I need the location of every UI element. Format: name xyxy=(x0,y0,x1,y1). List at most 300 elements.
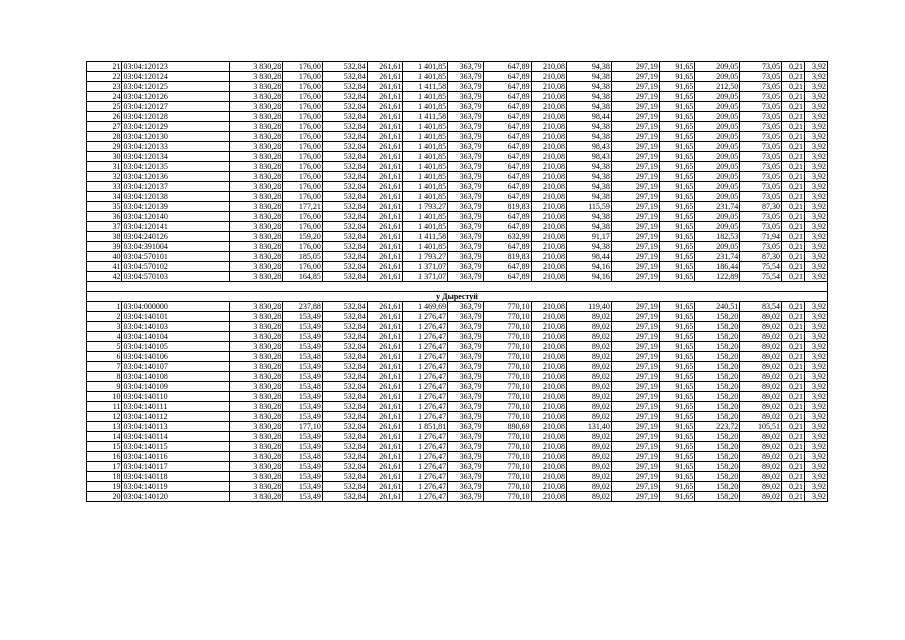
table-row xyxy=(87,482,828,492)
value-cell: 363,79 xyxy=(448,402,483,412)
value-cell: 3 830,28 xyxy=(229,302,282,312)
cadastral-code-cell: 03:04:140106 xyxy=(122,352,229,362)
value-cell: 0,21 xyxy=(782,62,805,72)
value-cell: 1 371,07 xyxy=(403,272,448,282)
value-cell: 532,84 xyxy=(322,112,367,122)
value-cell: 73,05 xyxy=(740,62,782,72)
value-cell: 532,84 xyxy=(322,102,367,112)
value-cell: 3 830,28 xyxy=(229,102,282,112)
table-row xyxy=(87,142,828,152)
value-cell: 91,65 xyxy=(659,192,694,202)
value-cell: 73,05 xyxy=(740,162,782,172)
value-cell: 363,79 xyxy=(448,82,483,92)
value-cell: 647,89 xyxy=(483,272,531,282)
value-cell: 3,92 xyxy=(804,72,827,82)
value-cell: 1 276,47 xyxy=(403,382,448,392)
cadastral-code-cell: 03:04:120133 xyxy=(122,142,229,152)
value-cell: 261,61 xyxy=(367,432,402,442)
value-cell: 91,65 xyxy=(659,272,694,282)
value-cell: 532,84 xyxy=(322,432,367,442)
value-cell: 210,08 xyxy=(531,62,566,72)
table-row xyxy=(87,192,828,202)
value-cell: 3 830,28 xyxy=(229,232,282,242)
row-number-cell: 16 xyxy=(87,452,122,462)
value-cell: 89,02 xyxy=(740,442,782,452)
value-cell: 91,65 xyxy=(659,102,694,112)
value-cell: 3,92 xyxy=(804,122,827,132)
value-cell: 261,61 xyxy=(367,462,402,472)
value-cell: 210,08 xyxy=(531,462,566,472)
value-cell: 1 401,85 xyxy=(403,192,448,202)
value-cell: 210,08 xyxy=(531,172,566,182)
value-cell: 89,02 xyxy=(567,312,612,322)
value-cell: 363,79 xyxy=(448,332,483,342)
table-row xyxy=(87,312,828,322)
row-number-cell: 7 xyxy=(87,362,122,372)
value-cell: 177,21 xyxy=(283,202,323,212)
value-cell: 210,08 xyxy=(531,482,566,492)
value-cell: 1 469,69 xyxy=(403,302,448,312)
value-cell: 532,84 xyxy=(322,132,367,142)
value-cell: 176,00 xyxy=(283,122,323,132)
value-cell: 89,02 xyxy=(740,492,782,502)
value-cell: 3 830,28 xyxy=(229,72,282,82)
value-cell: 770,10 xyxy=(483,402,531,412)
value-cell: 819,83 xyxy=(483,252,531,262)
row-number-cell: 3 xyxy=(87,322,122,332)
value-cell: 532,84 xyxy=(322,492,367,502)
value-cell: 890,69 xyxy=(483,422,531,432)
value-cell: 3 830,28 xyxy=(229,422,282,432)
value-cell: 94,38 xyxy=(567,182,612,192)
value-cell: 532,84 xyxy=(322,222,367,232)
table-row xyxy=(87,162,828,172)
row-number-cell: 19 xyxy=(87,482,122,492)
value-cell: 91,65 xyxy=(659,452,694,462)
value-cell: 363,79 xyxy=(448,222,483,232)
value-cell: 91,65 xyxy=(659,82,694,92)
value-cell: 210,08 xyxy=(531,492,566,502)
value-cell: 1 276,47 xyxy=(403,352,448,362)
row-number-cell: 11 xyxy=(87,402,122,412)
value-cell: 3 830,28 xyxy=(229,322,282,332)
value-cell: 3,92 xyxy=(804,222,827,232)
value-cell: 363,79 xyxy=(448,62,483,72)
value-cell: 89,02 xyxy=(567,322,612,332)
value-cell: 176,00 xyxy=(283,242,323,252)
value-cell: 153,49 xyxy=(283,392,323,402)
value-cell: 91,65 xyxy=(659,202,694,212)
value-cell: 297,19 xyxy=(611,362,659,372)
value-cell: 3 830,28 xyxy=(229,402,282,412)
value-cell: 210,08 xyxy=(531,442,566,452)
value-cell: 115,59 xyxy=(567,202,612,212)
value-cell: 0,21 xyxy=(782,392,805,402)
value-cell: 3 830,28 xyxy=(229,262,282,272)
value-cell: 647,89 xyxy=(483,242,531,252)
value-cell: 532,84 xyxy=(322,402,367,412)
value-cell: 770,10 xyxy=(483,432,531,442)
value-cell: 3 830,28 xyxy=(229,92,282,102)
cadastral-code-cell: 03:04:570103 xyxy=(122,272,229,282)
value-cell: 297,19 xyxy=(611,232,659,242)
value-cell: 261,61 xyxy=(367,422,402,432)
value-cell: 153,48 xyxy=(283,382,323,392)
value-cell: 297,19 xyxy=(611,482,659,492)
value-cell: 91,65 xyxy=(659,472,694,482)
row-number-cell: 42 xyxy=(87,272,122,282)
value-cell: 363,79 xyxy=(448,272,483,282)
value-cell: 647,89 xyxy=(483,132,531,142)
value-cell: 73,05 xyxy=(740,72,782,82)
value-cell: 0,21 xyxy=(782,312,805,322)
value-cell: 1 401,85 xyxy=(403,172,448,182)
row-number-cell: 2 xyxy=(87,312,122,322)
value-cell: 91,65 xyxy=(659,382,694,392)
value-cell: 3,92 xyxy=(804,422,827,432)
value-cell: 3,92 xyxy=(804,162,827,172)
table-row xyxy=(87,362,828,372)
value-cell: 158,20 xyxy=(695,442,740,452)
value-cell: 297,19 xyxy=(611,412,659,422)
value-cell: 532,84 xyxy=(322,122,367,132)
section-header: у Дырестуй xyxy=(87,292,828,302)
value-cell: 1 401,85 xyxy=(403,102,448,112)
row-number-cell: 21 xyxy=(87,62,122,72)
value-cell: 1 401,85 xyxy=(403,62,448,72)
value-cell: 647,89 xyxy=(483,112,531,122)
value-cell: 176,00 xyxy=(283,162,323,172)
value-cell: 3 830,28 xyxy=(229,112,282,122)
value-cell: 3 830,28 xyxy=(229,382,282,392)
value-cell: 158,20 xyxy=(695,372,740,382)
value-cell: 532,84 xyxy=(322,202,367,212)
value-cell: 261,61 xyxy=(367,302,402,312)
value-cell: 363,79 xyxy=(448,312,483,322)
value-cell: 532,84 xyxy=(322,162,367,172)
value-cell: 91,65 xyxy=(659,252,694,262)
value-cell: 770,10 xyxy=(483,352,531,362)
value-cell: 209,05 xyxy=(695,122,740,132)
value-cell: 0,21 xyxy=(782,242,805,252)
cadastral-code-cell: 03:04:140105 xyxy=(122,342,229,352)
value-cell: 363,79 xyxy=(448,122,483,132)
value-cell: 297,19 xyxy=(611,132,659,142)
value-cell: 770,10 xyxy=(483,332,531,342)
value-cell: 3 830,28 xyxy=(229,62,282,72)
value-cell: 532,84 xyxy=(322,362,367,372)
value-cell: 91,65 xyxy=(659,162,694,172)
value-cell: 0,21 xyxy=(782,142,805,152)
lower-rows xyxy=(87,302,828,502)
value-cell: 212,50 xyxy=(695,82,740,92)
value-cell: 532,84 xyxy=(322,152,367,162)
value-cell: 363,79 xyxy=(448,322,483,332)
value-cell: 3,92 xyxy=(804,202,827,212)
value-cell: 3,92 xyxy=(804,442,827,452)
value-cell: 363,79 xyxy=(448,192,483,202)
value-cell: 158,20 xyxy=(695,312,740,322)
value-cell: 91,65 xyxy=(659,422,694,432)
value-cell: 770,10 xyxy=(483,472,531,482)
value-cell: 261,61 xyxy=(367,272,402,282)
value-cell: 532,84 xyxy=(322,422,367,432)
value-cell: 89,02 xyxy=(740,382,782,392)
value-cell: 1 401,85 xyxy=(403,222,448,232)
cadastral-code-cell: 03:04:140113 xyxy=(122,422,229,432)
value-cell: 261,61 xyxy=(367,182,402,192)
value-cell: 3 830,28 xyxy=(229,462,282,472)
value-cell: 89,02 xyxy=(567,352,612,362)
value-cell: 297,19 xyxy=(611,162,659,172)
value-cell: 3,92 xyxy=(804,272,827,282)
value-cell: 3,92 xyxy=(804,212,827,222)
value-cell: 210,08 xyxy=(531,432,566,442)
value-cell: 261,61 xyxy=(367,62,402,72)
value-cell: 210,08 xyxy=(531,152,566,162)
value-cell: 153,48 xyxy=(283,452,323,462)
value-cell: 94,38 xyxy=(567,242,612,252)
row-number-cell: 24 xyxy=(87,92,122,102)
value-cell: 3,92 xyxy=(804,232,827,242)
value-cell: 210,08 xyxy=(531,212,566,222)
value-cell: 94,16 xyxy=(567,272,612,282)
value-cell: 3 830,28 xyxy=(229,392,282,402)
row-number-cell: 36 xyxy=(87,212,122,222)
value-cell: 532,84 xyxy=(322,312,367,322)
value-cell: 0,21 xyxy=(782,272,805,282)
value-cell: 209,05 xyxy=(695,142,740,152)
value-cell: 0,21 xyxy=(782,482,805,492)
cadastral-code-cell: 03:04:000000 xyxy=(122,302,229,312)
value-cell: 210,08 xyxy=(531,332,566,342)
value-cell: 210,08 xyxy=(531,372,566,382)
row-number-cell: 32 xyxy=(87,172,122,182)
row-number-cell: 31 xyxy=(87,162,122,172)
value-cell: 261,61 xyxy=(367,262,402,272)
cadastral-code-cell: 03:04:120139 xyxy=(122,202,229,212)
value-cell: 91,65 xyxy=(659,482,694,492)
row-number-cell: 23 xyxy=(87,82,122,92)
row-number-cell: 10 xyxy=(87,392,122,402)
value-cell: 0,21 xyxy=(782,322,805,332)
row-number-cell: 4 xyxy=(87,332,122,342)
table-row xyxy=(87,62,828,72)
value-cell: 158,20 xyxy=(695,352,740,362)
value-cell: 89,02 xyxy=(740,362,782,372)
value-cell: 3,92 xyxy=(804,112,827,122)
blank-row xyxy=(87,282,828,292)
table-row xyxy=(87,232,828,242)
table-row xyxy=(87,252,828,262)
cadastral-code-cell: 03:04:140107 xyxy=(122,362,229,372)
value-cell: 94,38 xyxy=(567,162,612,172)
value-cell: 3 830,28 xyxy=(229,432,282,442)
table-row xyxy=(87,102,828,112)
value-cell: 770,10 xyxy=(483,372,531,382)
value-cell: 209,05 xyxy=(695,192,740,202)
value-cell: 3,92 xyxy=(804,192,827,202)
value-cell: 532,84 xyxy=(322,352,367,362)
value-cell: 153,49 xyxy=(283,492,323,502)
value-cell: 176,00 xyxy=(283,222,323,232)
value-cell: 210,08 xyxy=(531,452,566,462)
value-cell: 210,08 xyxy=(531,352,566,362)
value-cell: 89,02 xyxy=(567,402,612,412)
value-cell: 1 793,27 xyxy=(403,252,448,262)
value-cell: 153,48 xyxy=(283,352,323,362)
value-cell: 1 793,27 xyxy=(403,202,448,212)
value-cell: 770,10 xyxy=(483,462,531,472)
table-row xyxy=(87,212,828,222)
row-number-cell: 13 xyxy=(87,422,122,432)
value-cell: 158,20 xyxy=(695,332,740,342)
value-cell: 210,08 xyxy=(531,382,566,392)
value-cell: 3 830,28 xyxy=(229,122,282,132)
value-cell: 210,08 xyxy=(531,142,566,152)
value-cell: 261,61 xyxy=(367,362,402,372)
table-row xyxy=(87,462,828,472)
value-cell: 819,83 xyxy=(483,202,531,212)
value-cell: 297,19 xyxy=(611,462,659,472)
value-cell: 3 830,28 xyxy=(229,472,282,482)
value-cell: 261,61 xyxy=(367,212,402,222)
value-cell: 0,21 xyxy=(782,152,805,162)
value-cell: 209,05 xyxy=(695,112,740,122)
value-cell: 0,21 xyxy=(782,302,805,312)
value-cell: 647,89 xyxy=(483,182,531,192)
value-cell: 3 830,28 xyxy=(229,152,282,162)
value-cell: 532,84 xyxy=(322,472,367,482)
value-cell: 153,49 xyxy=(283,322,323,332)
value-cell: 647,89 xyxy=(483,152,531,162)
value-cell: 297,19 xyxy=(611,402,659,412)
value-cell: 647,89 xyxy=(483,102,531,112)
value-cell: 94,38 xyxy=(567,212,612,222)
value-cell: 297,19 xyxy=(611,392,659,402)
value-cell: 261,61 xyxy=(367,482,402,492)
value-cell: 261,61 xyxy=(367,312,402,322)
value-cell: 3,92 xyxy=(804,312,827,322)
value-cell: 363,79 xyxy=(448,412,483,422)
value-cell: 0,21 xyxy=(782,252,805,262)
cadastral-code-cell: 03:04:120123 xyxy=(122,62,229,72)
value-cell: 3 830,28 xyxy=(229,162,282,172)
value-cell: 176,00 xyxy=(283,62,323,72)
value-cell: 647,89 xyxy=(483,122,531,132)
value-cell: 73,05 xyxy=(740,122,782,132)
value-cell: 153,49 xyxy=(283,412,323,422)
value-cell: 209,05 xyxy=(695,182,740,192)
value-cell: 3,92 xyxy=(804,262,827,272)
value-cell: 3 830,28 xyxy=(229,222,282,232)
table-row xyxy=(87,472,828,482)
value-cell: 153,49 xyxy=(283,472,323,482)
value-cell: 297,19 xyxy=(611,452,659,462)
value-cell: 770,10 xyxy=(483,302,531,312)
value-cell: 75,54 xyxy=(740,272,782,282)
value-cell: 87,30 xyxy=(740,202,782,212)
value-cell: 261,61 xyxy=(367,122,402,132)
value-cell: 1 276,47 xyxy=(403,332,448,342)
value-cell: 297,19 xyxy=(611,372,659,382)
value-cell: 158,20 xyxy=(695,342,740,352)
row-number-cell: 37 xyxy=(87,222,122,232)
row-number-cell: 38 xyxy=(87,232,122,242)
value-cell: 91,65 xyxy=(659,92,694,102)
value-cell: 210,08 xyxy=(531,272,566,282)
value-cell: 176,00 xyxy=(283,192,323,202)
value-cell: 363,79 xyxy=(448,102,483,112)
value-cell: 363,79 xyxy=(448,132,483,142)
value-cell: 363,79 xyxy=(448,442,483,452)
value-cell: 363,79 xyxy=(448,372,483,382)
value-cell: 532,84 xyxy=(322,192,367,202)
table-row xyxy=(87,372,828,382)
value-cell: 73,05 xyxy=(740,92,782,102)
value-cell: 297,19 xyxy=(611,332,659,342)
value-cell: 363,79 xyxy=(448,262,483,272)
value-cell: 209,05 xyxy=(695,132,740,142)
value-cell: 0,21 xyxy=(782,212,805,222)
value-cell: 209,05 xyxy=(695,152,740,162)
value-cell: 209,05 xyxy=(695,72,740,82)
cadastral-code-cell: 03:04:140111 xyxy=(122,402,229,412)
value-cell: 89,02 xyxy=(740,472,782,482)
value-cell: 3 830,28 xyxy=(229,182,282,192)
value-cell: 297,19 xyxy=(611,352,659,362)
value-cell: 261,61 xyxy=(367,472,402,482)
value-cell: 176,00 xyxy=(283,182,323,192)
value-cell: 73,05 xyxy=(740,112,782,122)
value-cell: 297,19 xyxy=(611,202,659,212)
value-cell: 153,49 xyxy=(283,482,323,492)
value-cell: 71,94 xyxy=(740,232,782,242)
value-cell: 647,89 xyxy=(483,142,531,152)
value-cell: 532,84 xyxy=(322,252,367,262)
value-cell: 3 830,28 xyxy=(229,372,282,382)
value-cell: 158,20 xyxy=(695,362,740,372)
value-cell: 1 401,85 xyxy=(403,92,448,102)
value-cell: 532,84 xyxy=(322,442,367,452)
cadastral-code-cell: 03:04:140115 xyxy=(122,442,229,452)
value-cell: 94,16 xyxy=(567,262,612,272)
cadastral-code-cell: 03:04:140119 xyxy=(122,482,229,492)
value-cell: 261,61 xyxy=(367,342,402,352)
value-cell: 89,02 xyxy=(567,492,612,502)
value-cell: 176,00 xyxy=(283,152,323,162)
value-cell: 89,02 xyxy=(567,472,612,482)
value-cell: 73,05 xyxy=(740,212,782,222)
value-cell: 91,65 xyxy=(659,312,694,322)
value-cell: 176,00 xyxy=(283,212,323,222)
cadastral-code-cell: 03:04:140109 xyxy=(122,382,229,392)
section-separator xyxy=(87,282,828,302)
value-cell: 770,10 xyxy=(483,452,531,462)
value-cell: 770,10 xyxy=(483,492,531,502)
value-cell: 261,61 xyxy=(367,322,402,332)
table-row xyxy=(87,242,828,252)
cadastral-code-cell: 03:04:120134 xyxy=(122,152,229,162)
upper-rows xyxy=(87,62,828,282)
value-cell: 1 276,47 xyxy=(403,442,448,452)
value-cell: 261,61 xyxy=(367,222,402,232)
value-cell: 297,19 xyxy=(611,212,659,222)
value-cell: 363,79 xyxy=(448,142,483,152)
value-cell: 91,65 xyxy=(659,172,694,182)
value-cell: 73,05 xyxy=(740,182,782,192)
value-cell: 89,02 xyxy=(740,452,782,462)
